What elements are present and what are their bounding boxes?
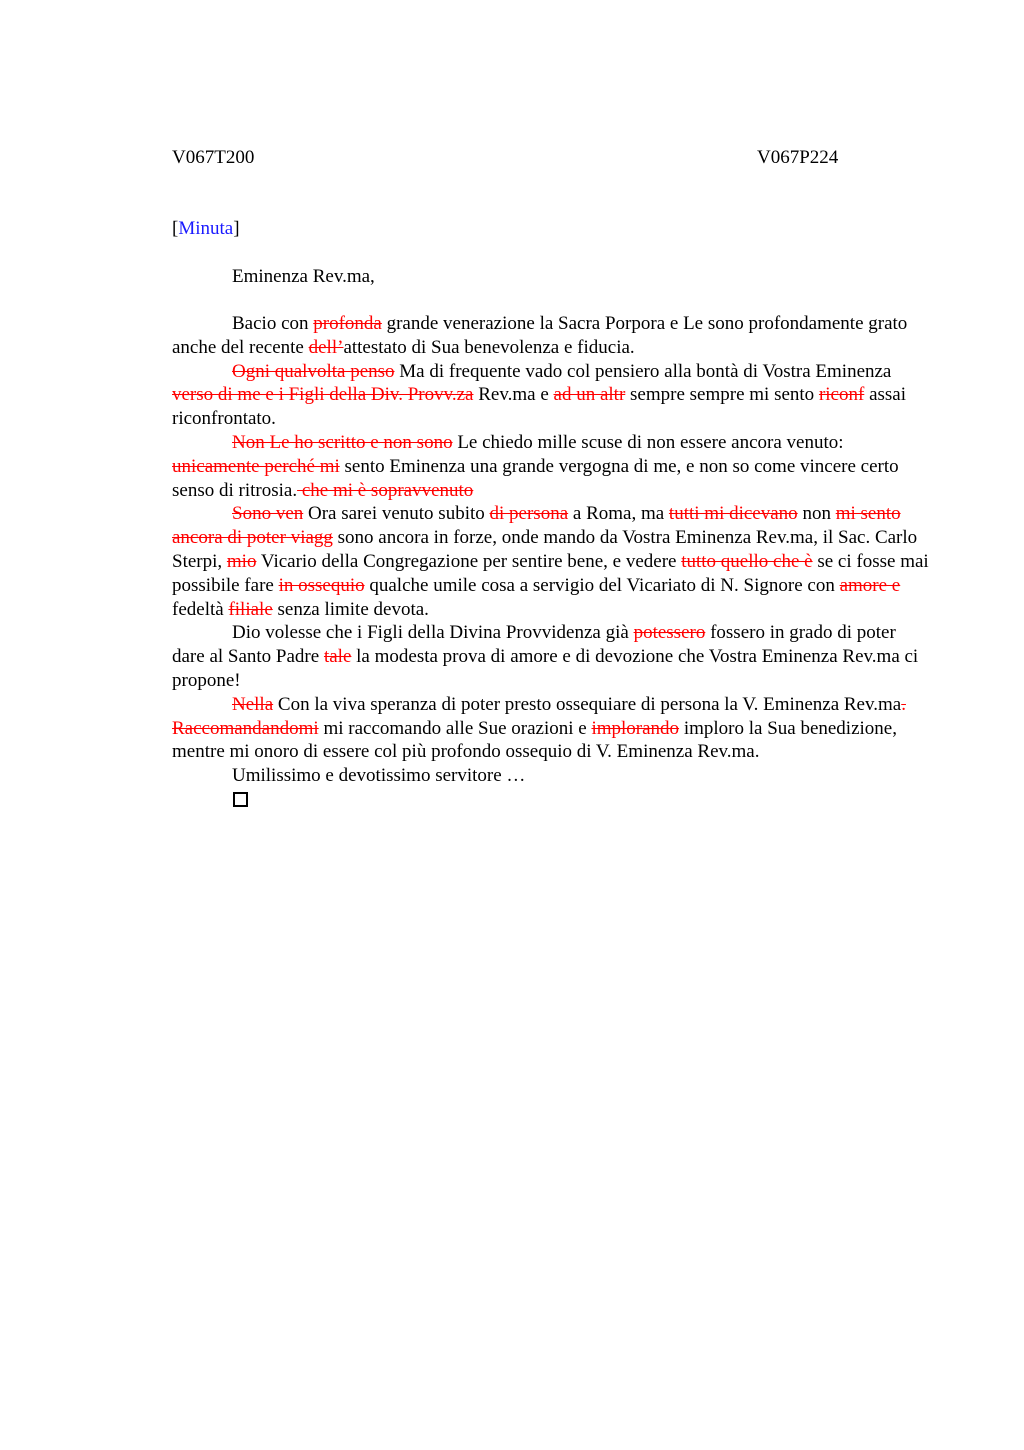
text-segment: Ora sarei venuto subito xyxy=(303,503,490,525)
text-segment: sempre sempre mi sento xyxy=(625,384,819,406)
deleted-text: tutti mi dicevano xyxy=(668,503,798,525)
deleted-text: Non Le ho scritto e non sono xyxy=(232,431,453,453)
text-segment: sono ancora in forze, onde mando da Vostra Eminenza Rev.ma, il Sac. Carlo Sterpi, xyxy=(172,527,918,572)
text-segment: Bacio con xyxy=(232,313,314,334)
letter-paragraph xyxy=(172,312,932,360)
text-segment: Dio volesse che i Figli della Divina Provvidenza già xyxy=(232,622,634,644)
deleted-text: che mi è sopravvenuto xyxy=(297,479,474,501)
text-segment: sento Eminenza una grande vergogna di me, e non so come vincere certo senso di ritrosia. xyxy=(172,455,899,501)
bracket-open: [ xyxy=(172,218,179,239)
text-segment: Con la viva speranza di poter presto ossequiare di persona la V. Eminenza Rev.ma xyxy=(273,693,902,715)
text-segment: assai riconfrontato. xyxy=(172,384,906,430)
deleted-text: . Raccomandandomi xyxy=(172,693,906,739)
letter-paragraph xyxy=(172,693,932,764)
letter-paragraph xyxy=(172,431,932,502)
letter-body xyxy=(172,312,932,788)
letter-paragraph xyxy=(172,502,932,621)
deleted-text: filiale xyxy=(228,598,273,620)
text-segment: Vicario della Congregazione per sentire bene, e vedere xyxy=(256,550,682,572)
deleted-text: Sono ven xyxy=(232,503,304,525)
deleted-text: verso di me e i Figli della Div. Provv.za xyxy=(172,384,474,406)
draft-label xyxy=(172,217,240,241)
deleted-text: implorando xyxy=(591,717,680,739)
text-segment: Le chiedo mille scuse di non essere ancora venuto: xyxy=(452,431,844,453)
letter-paragraph xyxy=(172,764,932,788)
document-code-left: V067T200 xyxy=(172,147,255,168)
deleted-text: potessero xyxy=(633,622,706,644)
bracket-close: ] xyxy=(233,218,240,239)
deleted-text: profonda xyxy=(313,313,382,334)
text-segment: qualche umile cosa a servigio del Vicariato di N. Signore con xyxy=(364,574,840,596)
deleted-text: in ossequio xyxy=(278,574,365,596)
deleted-text: amore e xyxy=(839,574,901,596)
text-segment: Umilissimo e devotissimo servitore … xyxy=(232,765,526,787)
text-segment: grande venerazione la Sacra Porpora e Le sono profondamente grato anche del recente xyxy=(172,313,908,358)
text-segment: Rev.ma e xyxy=(473,384,554,406)
deleted-text: Nella xyxy=(232,693,274,715)
text-segment: non xyxy=(797,503,836,525)
text-segment: mi raccomando alle Sue orazioni e xyxy=(318,717,592,739)
deleted-text: tutto quello che è xyxy=(681,550,813,572)
text-segment: se ci fosse mai possibile fare xyxy=(172,550,929,596)
deleted-text: unicamente perché mi xyxy=(172,455,340,477)
letter-paragraph xyxy=(172,360,932,431)
text-segment: senza limite devota. xyxy=(272,598,429,620)
draft-label-text: Minuta xyxy=(178,218,234,239)
text-segment: attestato di Sua benevolenza e fiducia. xyxy=(343,336,635,358)
text-segment: la modesta prova di amore e di devozione che Vostra Eminenza Rev.ma ci propone! xyxy=(172,646,919,691)
deleted-text: di persona xyxy=(489,503,569,525)
text-segment: Ma di frequente vado col pensiero alla bontà di Vostra Eminenza xyxy=(394,360,892,382)
text-segment: fedeltà xyxy=(172,598,229,620)
deleted-text: Ogni qualvolta penso xyxy=(232,360,395,382)
deleted-text: mio xyxy=(226,550,257,572)
text-segment: fossero in grado di poter dare al Santo Padre xyxy=(172,622,896,668)
deleted-text: tale xyxy=(323,646,352,668)
deleted-text: ad un altr xyxy=(553,384,626,406)
square-outline-icon xyxy=(233,792,248,807)
letter-paragraph xyxy=(172,621,932,692)
deleted-text: riconf xyxy=(818,384,865,406)
document-code-right: V067P224 xyxy=(757,147,839,168)
salutation: Eminenza Rev.ma, xyxy=(232,266,375,287)
deleted-text: dell’ xyxy=(308,336,344,358)
text-segment: imploro la Sua benedizione, mentre mi onoro di essere col più profondo ossequio di V. Eminenza Rev.ma. xyxy=(172,717,897,763)
deleted-text: mi sento ancora di poter viagg xyxy=(172,503,901,549)
text-segment: a Roma, ma xyxy=(568,503,669,525)
